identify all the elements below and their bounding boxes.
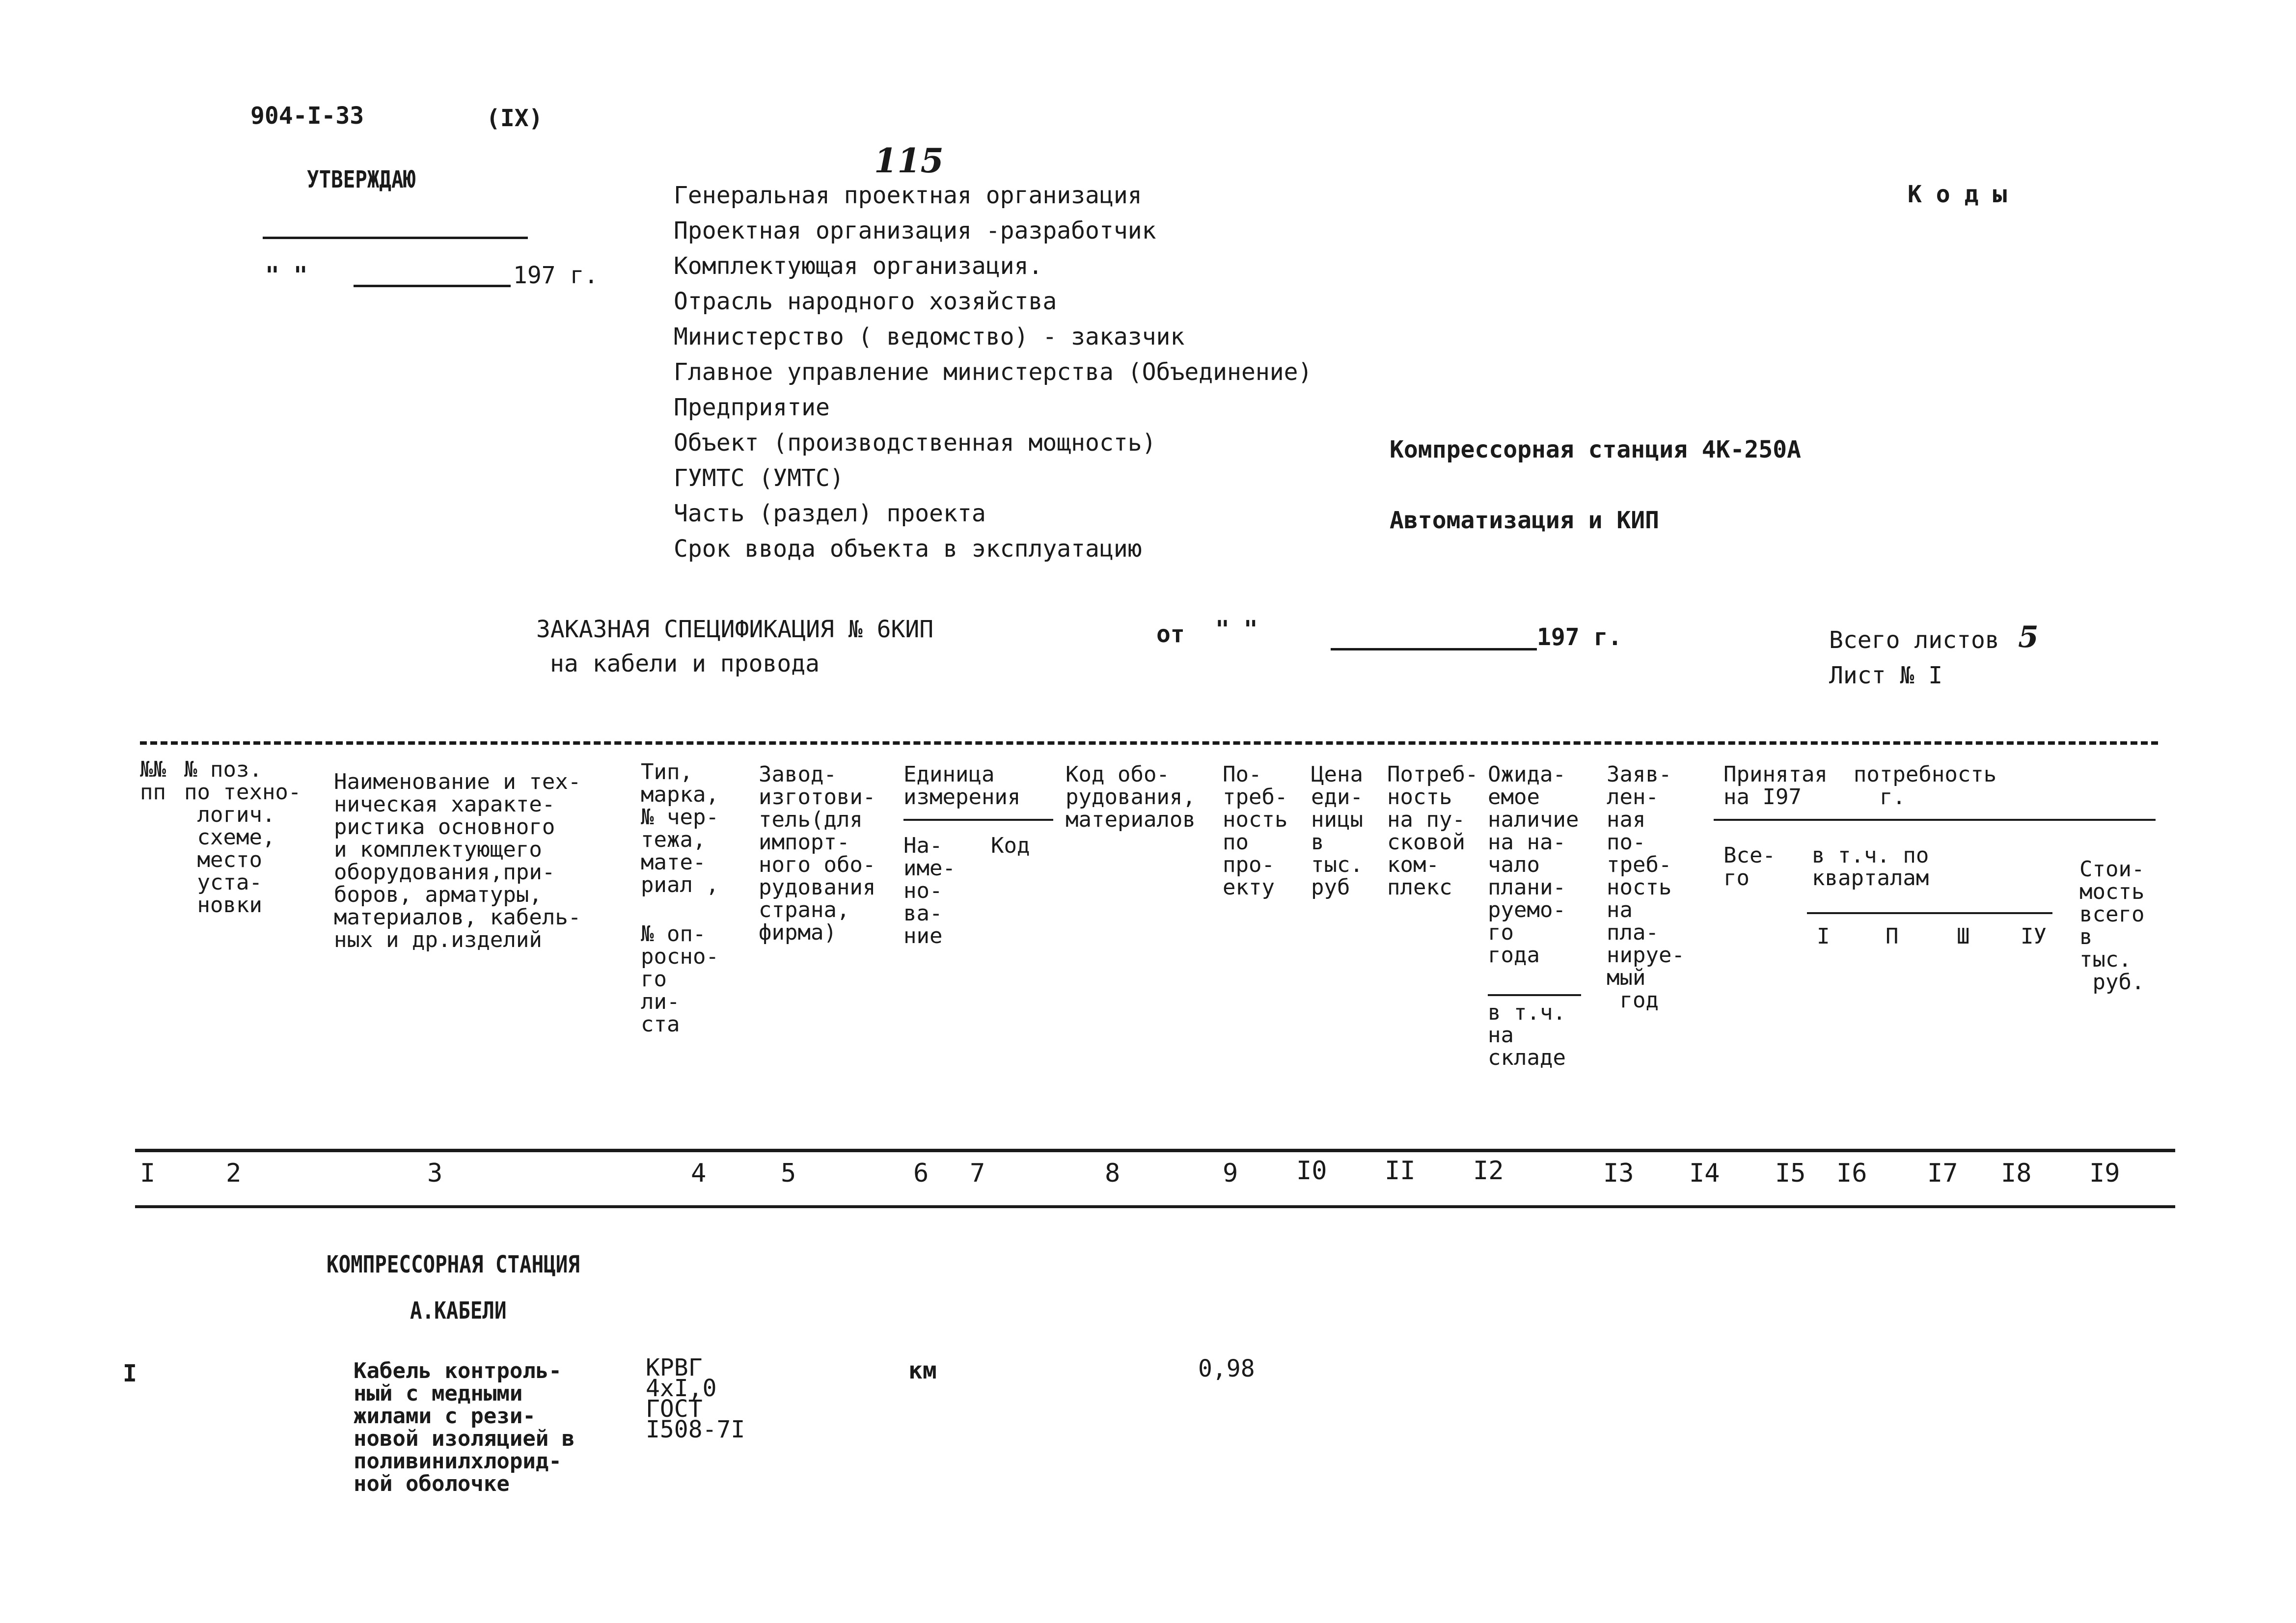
col-number: I5 [1775, 1159, 1806, 1188]
col-number: 3 [427, 1159, 443, 1188]
col-number: 4 [691, 1159, 707, 1188]
header-bottom-rule [135, 1149, 2175, 1152]
spec-year: 197 г. [1537, 623, 1622, 651]
header-q2: П [1886, 924, 1899, 949]
header-col-8: Код обо- рудования, материалов [1066, 762, 1196, 832]
quarters-divider [1807, 912, 2052, 914]
header-col-4b: № оп- росно- го ли- ста [641, 921, 719, 1037]
object-value: Компрессорная станция 4К-250А [1390, 436, 1802, 463]
header-q1: I [1817, 924, 1830, 949]
col-number: I2 [1473, 1156, 1504, 1186]
org-line-developer: Проектная организация -разработчик [674, 217, 1156, 244]
approve-label: УТВЕРЖДАЮ [307, 166, 416, 193]
org-line-gumts: ГУМТС (УМТС) [674, 464, 844, 492]
header-col-2: № поз. по техно- логич. схеме, место уста- новки [184, 757, 301, 918]
row-item-type: КРВГ 4хI,0 ГОСТ I508-7I [646, 1354, 745, 1443]
section-title: КОМПРЕССОРНАЯ СТАНЦИЯ [327, 1251, 580, 1278]
col-number: I [140, 1159, 156, 1188]
accepted-divider [1714, 819, 2156, 821]
col-number: 6 [913, 1159, 929, 1188]
header-col-10: Цена еди- ницы в тыс. руб [1311, 762, 1363, 900]
header-col-5: Завод- изготови- тель(для импорт- ного обо- рудования страна, фирма) [759, 762, 876, 945]
header-q3: Ш [1957, 924, 1970, 949]
col-number: 5 [781, 1159, 796, 1188]
signature-line [263, 237, 528, 239]
org-line-ministry: Министерство ( ведомство) - заказчик [674, 323, 1185, 351]
spec-date-line [1331, 648, 1537, 650]
header-col-15: Все- го [1723, 843, 1776, 891]
row-number: I [123, 1360, 137, 1387]
org-line-enterprise: Предприятие [674, 394, 830, 421]
org-line-project-part: Часть (раздел) проекта [674, 500, 986, 527]
col-number: 2 [226, 1159, 242, 1188]
col-number: II [1385, 1156, 1416, 1186]
spec-quote-marks: " " [1215, 616, 1258, 643]
header-col-7: Код [991, 833, 1030, 858]
col-number: I8 [2001, 1159, 2032, 1188]
spec-title: ЗАКАЗНАЯ СПЕЦИФИКАЦИЯ № 6КИП [536, 616, 934, 643]
header-col-11: Потреб- ность на пу- сковой ком- плекс [1387, 762, 1478, 900]
total-sheets: Всего листов [1829, 626, 1999, 654]
row-item-name: Кабель контроль- ный с медными жилами с рези- новой изоляцией в поливинилхлорид- ной оболочке [354, 1358, 575, 1496]
approve-year: 197 г. [513, 262, 599, 289]
col-number: I0 [1296, 1156, 1327, 1186]
spec-subtitle: на кабели и провода [550, 650, 820, 677]
date-quote-marks: " " [265, 262, 308, 289]
org-line-deadline: Срок ввода объекта в эксплуатацию [674, 535, 1142, 563]
table-top-rule [140, 741, 2158, 745]
codes-label: К о д ы [1908, 181, 2007, 208]
project-part-value: Автоматизация и КИП [1390, 507, 1660, 534]
header-col-12a: Ожида- емое наличие на на- чало плани- руемо- го года [1488, 762, 1579, 968]
unit-divider [903, 819, 1053, 821]
header-col-3: Наименование и тех- ническая характе- ристика основного и комплектующего оборудования,при- боров, арматуры, материалов, кабель- ных и др.изделий [334, 769, 581, 952]
col-number: 9 [1223, 1159, 1238, 1188]
col12-divider [1488, 994, 1581, 996]
header-col-1: №№ пп [140, 757, 166, 805]
numbers-bottom-rule [135, 1205, 2175, 1208]
header-col-unit: Единица измерения [903, 762, 1021, 810]
document-part: (IX) [486, 105, 543, 132]
header-col-13: Заяв- лен- ная по- треб- ность на пла- нируе- мый год [1607, 762, 1685, 1013]
col-number: 7 [970, 1159, 985, 1188]
col-number: 8 [1105, 1159, 1121, 1188]
org-line-branch: Отрасль народного хозяйства [674, 288, 1057, 315]
org-line-main-dept: Главное управление министерства (Объединение) [674, 358, 1312, 386]
document-code: 904-I-33 [250, 102, 364, 130]
header-q4: IУ [2021, 924, 2047, 949]
header-quarters: в т.ч. по кварталам [1812, 843, 1929, 891]
org-line-object: Объект (производственная мощность) [674, 429, 1156, 457]
header-col-6: На- име- но- ва- ние [903, 833, 956, 948]
col-number: I7 [1927, 1159, 1958, 1188]
header-col-4a: Тип, марка, № чер- тежа, мате- риал , [641, 759, 719, 897]
sheet-number: Лист № I [1829, 662, 1943, 689]
col-number: I3 [1603, 1159, 1634, 1188]
page-number: 115 [874, 141, 944, 181]
row-unit: км [908, 1357, 937, 1384]
row-quantity: 0,98 [1198, 1355, 1255, 1382]
total-sheets-value: 5 [2018, 620, 2039, 654]
spec-from: от [1156, 621, 1185, 648]
org-line-complect: Комплектующая организация. [674, 252, 1043, 280]
header-col-12b: в т.ч. на складе [1488, 1000, 1566, 1070]
subsection-title: А.КАБЕЛИ [410, 1297, 507, 1325]
header-col-19: Стои- мость всего в тыс. руб. [2079, 857, 2145, 995]
org-line-general: Генеральная проектная организация [674, 182, 1142, 209]
col-number: I4 [1689, 1159, 1720, 1188]
date-line [354, 285, 511, 287]
col-number: I6 [1836, 1159, 1867, 1188]
header-accepted-need: Принятая потребность на I97 г. [1723, 762, 1997, 810]
col-number: I9 [2089, 1159, 2120, 1188]
header-col-9: По- треб- ность по про- екту [1223, 762, 1288, 900]
